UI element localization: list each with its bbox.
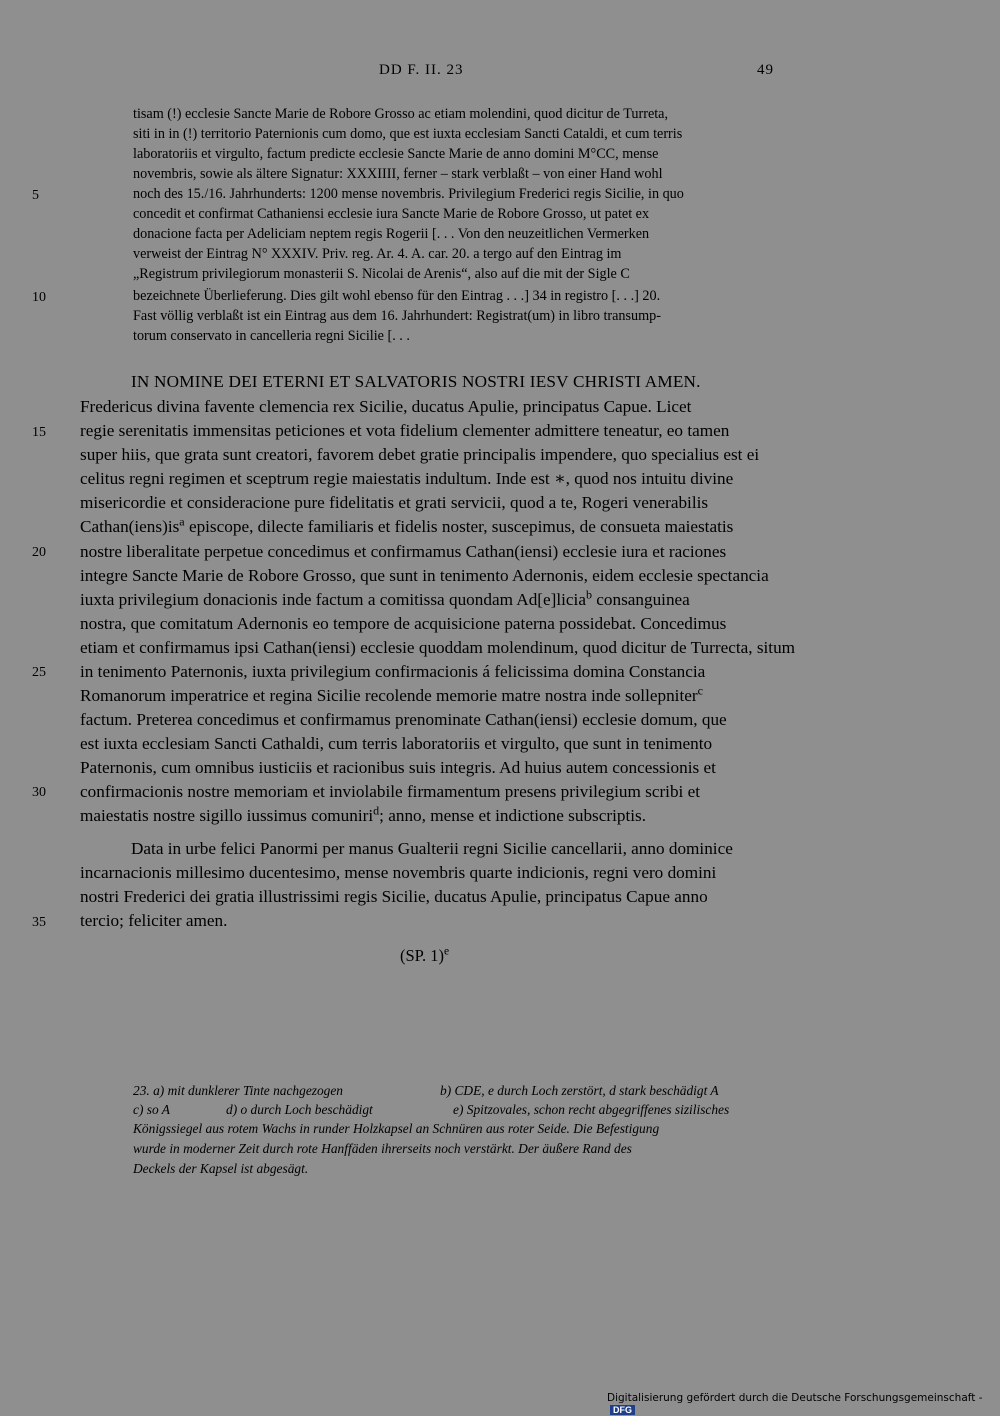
dfg-logo: DFG bbox=[610, 1405, 635, 1415]
note-line: tisam (!) ecclesie Sancte Marie de Robore Grosso ac etiam molendini, quod dicitur de Turreta, bbox=[133, 106, 669, 122]
footnote: d) o durch Loch beschädigt bbox=[226, 1102, 373, 1117]
footnote: e) Spitzovales, schon recht abgegriffenes sizilisches bbox=[453, 1102, 730, 1117]
footnote: c) so A bbox=[133, 1102, 170, 1117]
invocation: IN NOMINE DEI ETERNI ET SALVATORIS NOSTRI IESV CHRISTI AMEN. bbox=[131, 372, 701, 391]
note-line: siti in in (!) territorio Paternionis cum domo, que est iuxta ecclesiam Sancti Cataldi, et cum terris bbox=[133, 126, 683, 142]
text-line: etiam et confirmamus ipsi Cathan(iensi) ecclesie quoddam molendinum, quod dicitur de Turrecta, situm bbox=[80, 638, 796, 657]
text-fragment: Cathan(iens)is bbox=[80, 517, 180, 536]
text-line: misericordie et consideracione pure fidelitatis et grati servicii, quod a te, Rogeri venerabilis bbox=[80, 493, 709, 512]
footnote: b) CDE, e durch Loch zerstört, d stark beschädigt A bbox=[440, 1083, 719, 1098]
note-line: verweist der Eintrag N° XXXIV. Priv. reg. Ar. 4. A. car. 20. a tergo auf den Eintrag im bbox=[133, 246, 622, 262]
seal-mark bbox=[400, 946, 449, 966]
text-fragment: episcope, dilecte familiaris et fidelis noster, suscepimus, de consueta maiestatis bbox=[184, 517, 734, 536]
line-number: 5 bbox=[32, 188, 39, 203]
text-fragment: consanguinea bbox=[591, 590, 690, 609]
dating-line: Data in urbe felici Panormi per manus Gualterii regni Sicilie cancellarii, anno dominice bbox=[131, 839, 733, 858]
text-line: confirmacionis nostre memoriam et inviolabile firmamentum presens privilegium scribi et bbox=[80, 782, 701, 801]
footnote: Deckels der Kapsel ist abgesägt. bbox=[133, 1161, 309, 1176]
footnote-marker: e bbox=[444, 945, 450, 958]
text-line bbox=[80, 803, 646, 826]
page-title: DD F. II. 23 bbox=[379, 62, 464, 78]
seal-text: (SP. 1) bbox=[400, 946, 445, 965]
text-line: integre Sancte Marie de Robore Grosso, que sunt in tenimento Adernonis, eidem ecclesie spectancia bbox=[80, 566, 769, 585]
page-number: 49 bbox=[757, 62, 774, 78]
text-line: in tenimento Paternonis, iuxta privilegium confirmacionis á felicissima domina Constancia bbox=[80, 662, 706, 681]
note-line: „Registrum privilegiorum monasterii S. Nicolai de Arenis“, also auf die mit der Sigle C bbox=[133, 266, 630, 282]
text-fragment: ; anno, mense et indictione subscriptis. bbox=[379, 806, 646, 825]
footnote-marker: b bbox=[585, 587, 592, 602]
text-line: super hiis, que grata sunt creatori, favorem debet gratie principalis impendere, quo specialius est ei bbox=[80, 445, 760, 464]
note-line: noch des 15./16. Jahrhunderts: 1200 mense novembris. Privilegium Frederici regis Sicilie, in quo bbox=[133, 186, 684, 202]
note-line: torum conservato in cancelleria regni Sicilie [. . . bbox=[133, 328, 410, 344]
text-line: regie serenitatis immensitas peticiones et vota fidelium clementer admittere teneatur, eo tamen bbox=[80, 421, 730, 440]
footnote-marker: a bbox=[179, 514, 185, 529]
footnote-marker: c bbox=[697, 683, 703, 698]
line-number: 20 bbox=[32, 545, 46, 560]
footnote-marker: d bbox=[373, 803, 380, 818]
funding-credit bbox=[607, 1392, 1000, 1416]
text-line: Paternonis, cum omnibus iusticiis et racionibus suis integris. Ad huius autem concessionis et bbox=[80, 758, 716, 777]
text-line bbox=[80, 587, 690, 610]
note-line: laboratoriis et virgulto, factum predicte ecclesie Sancte Marie de anno domini M°CC, mense bbox=[133, 146, 659, 162]
credit-text: Digitalisierung gefördert durch die Deutsche Forschungsgemeinschaft - bbox=[607, 1392, 983, 1404]
footnote: Königssiegel aus rotem Wachs in runder Holzkapsel an Schnüren aus roter Seide. Die Befestigung bbox=[133, 1121, 660, 1136]
text-line: factum. Preterea concedimus et confirmamus prenominate Cathan(iensi) ecclesie domum, que bbox=[80, 710, 727, 729]
text-fragment: maiestatis nostre sigillo iussimus comuniri bbox=[80, 806, 374, 825]
text-line: nostra, que comitatum Adernonis eo tempore de acquisicione paterna possidebat. Concedimus bbox=[80, 614, 727, 633]
note-line: novembris, sowie als ältere Signatur: XXXIIII, ferner – stark verblaßt – von einer Hand wohl bbox=[133, 166, 663, 182]
line-number: 25 bbox=[32, 665, 46, 680]
text-line bbox=[80, 683, 703, 706]
text-line: Fredericus divina favente clemencia rex Sicilie, ducatus Apulie, principatus Capue. Licet bbox=[80, 397, 692, 416]
text-line: tercio; feliciter amen. bbox=[80, 911, 228, 930]
note-line: bezeichnete Überlieferung. Dies gilt wohl ebenso für den Eintrag . . .] 34 in registro [. . .] 20. bbox=[133, 288, 661, 304]
line-number: 35 bbox=[32, 915, 46, 930]
footnote: 23. a) mit dunklerer Tinte nachgezogen bbox=[133, 1083, 343, 1098]
text-line: incarnacionis millesimo ducentesimo, mense novembris quarte indicionis, regni vero domini bbox=[80, 863, 717, 882]
text-fragment: iuxta privilegium donacionis inde factum a comitissa quondam Ad[e]licia bbox=[80, 590, 586, 609]
text-line: nostri Frederici dei gratia illustrissimi regis Sicilie, ducatus Apulie, principatus Capue anno bbox=[80, 887, 708, 906]
page-header bbox=[0, 62, 1000, 88]
text-line bbox=[80, 514, 734, 537]
text-line: est iuxta ecclesiam Sancti Cathaldi, cum terris laboratoriis et virgulto, que sunt in tenimento bbox=[80, 734, 713, 753]
line-number: 15 bbox=[32, 425, 46, 440]
line-number: 10 bbox=[32, 290, 46, 305]
line-number: 30 bbox=[32, 785, 46, 800]
text-line: nostre liberalitate perpetue concedimus et confirmamus Cathan(iensi) ecclesie iura et raciones bbox=[80, 542, 727, 561]
text-line: celitus regni regimen et sceptrum regie maiestatis indultum. Inde est ∗, quod nos intuitu divine bbox=[80, 469, 734, 488]
note-line: donacione facta per Adeliciam neptem regis Rogerii [. . . Von den neuzeitlichen Vermerken bbox=[133, 226, 650, 242]
note-line: concedit et confirmat Cathaniensi ecclesie iura Sancte Marie de Robore Grosso, ut patet ex bbox=[133, 206, 650, 222]
text-fragment: Romanorum imperatrice et regina Sicilie recolende memorie matre nostra inde sollepniter bbox=[80, 686, 698, 705]
note-line: Fast völlig verblaßt ist ein Eintrag aus dem 16. Jahrhundert: Registrat(um) in libro transump- bbox=[133, 308, 661, 324]
footnote: wurde in moderner Zeit durch rote Hanffäden ihrerseits noch verstärkt. Der äußere Rand des bbox=[133, 1141, 632, 1156]
